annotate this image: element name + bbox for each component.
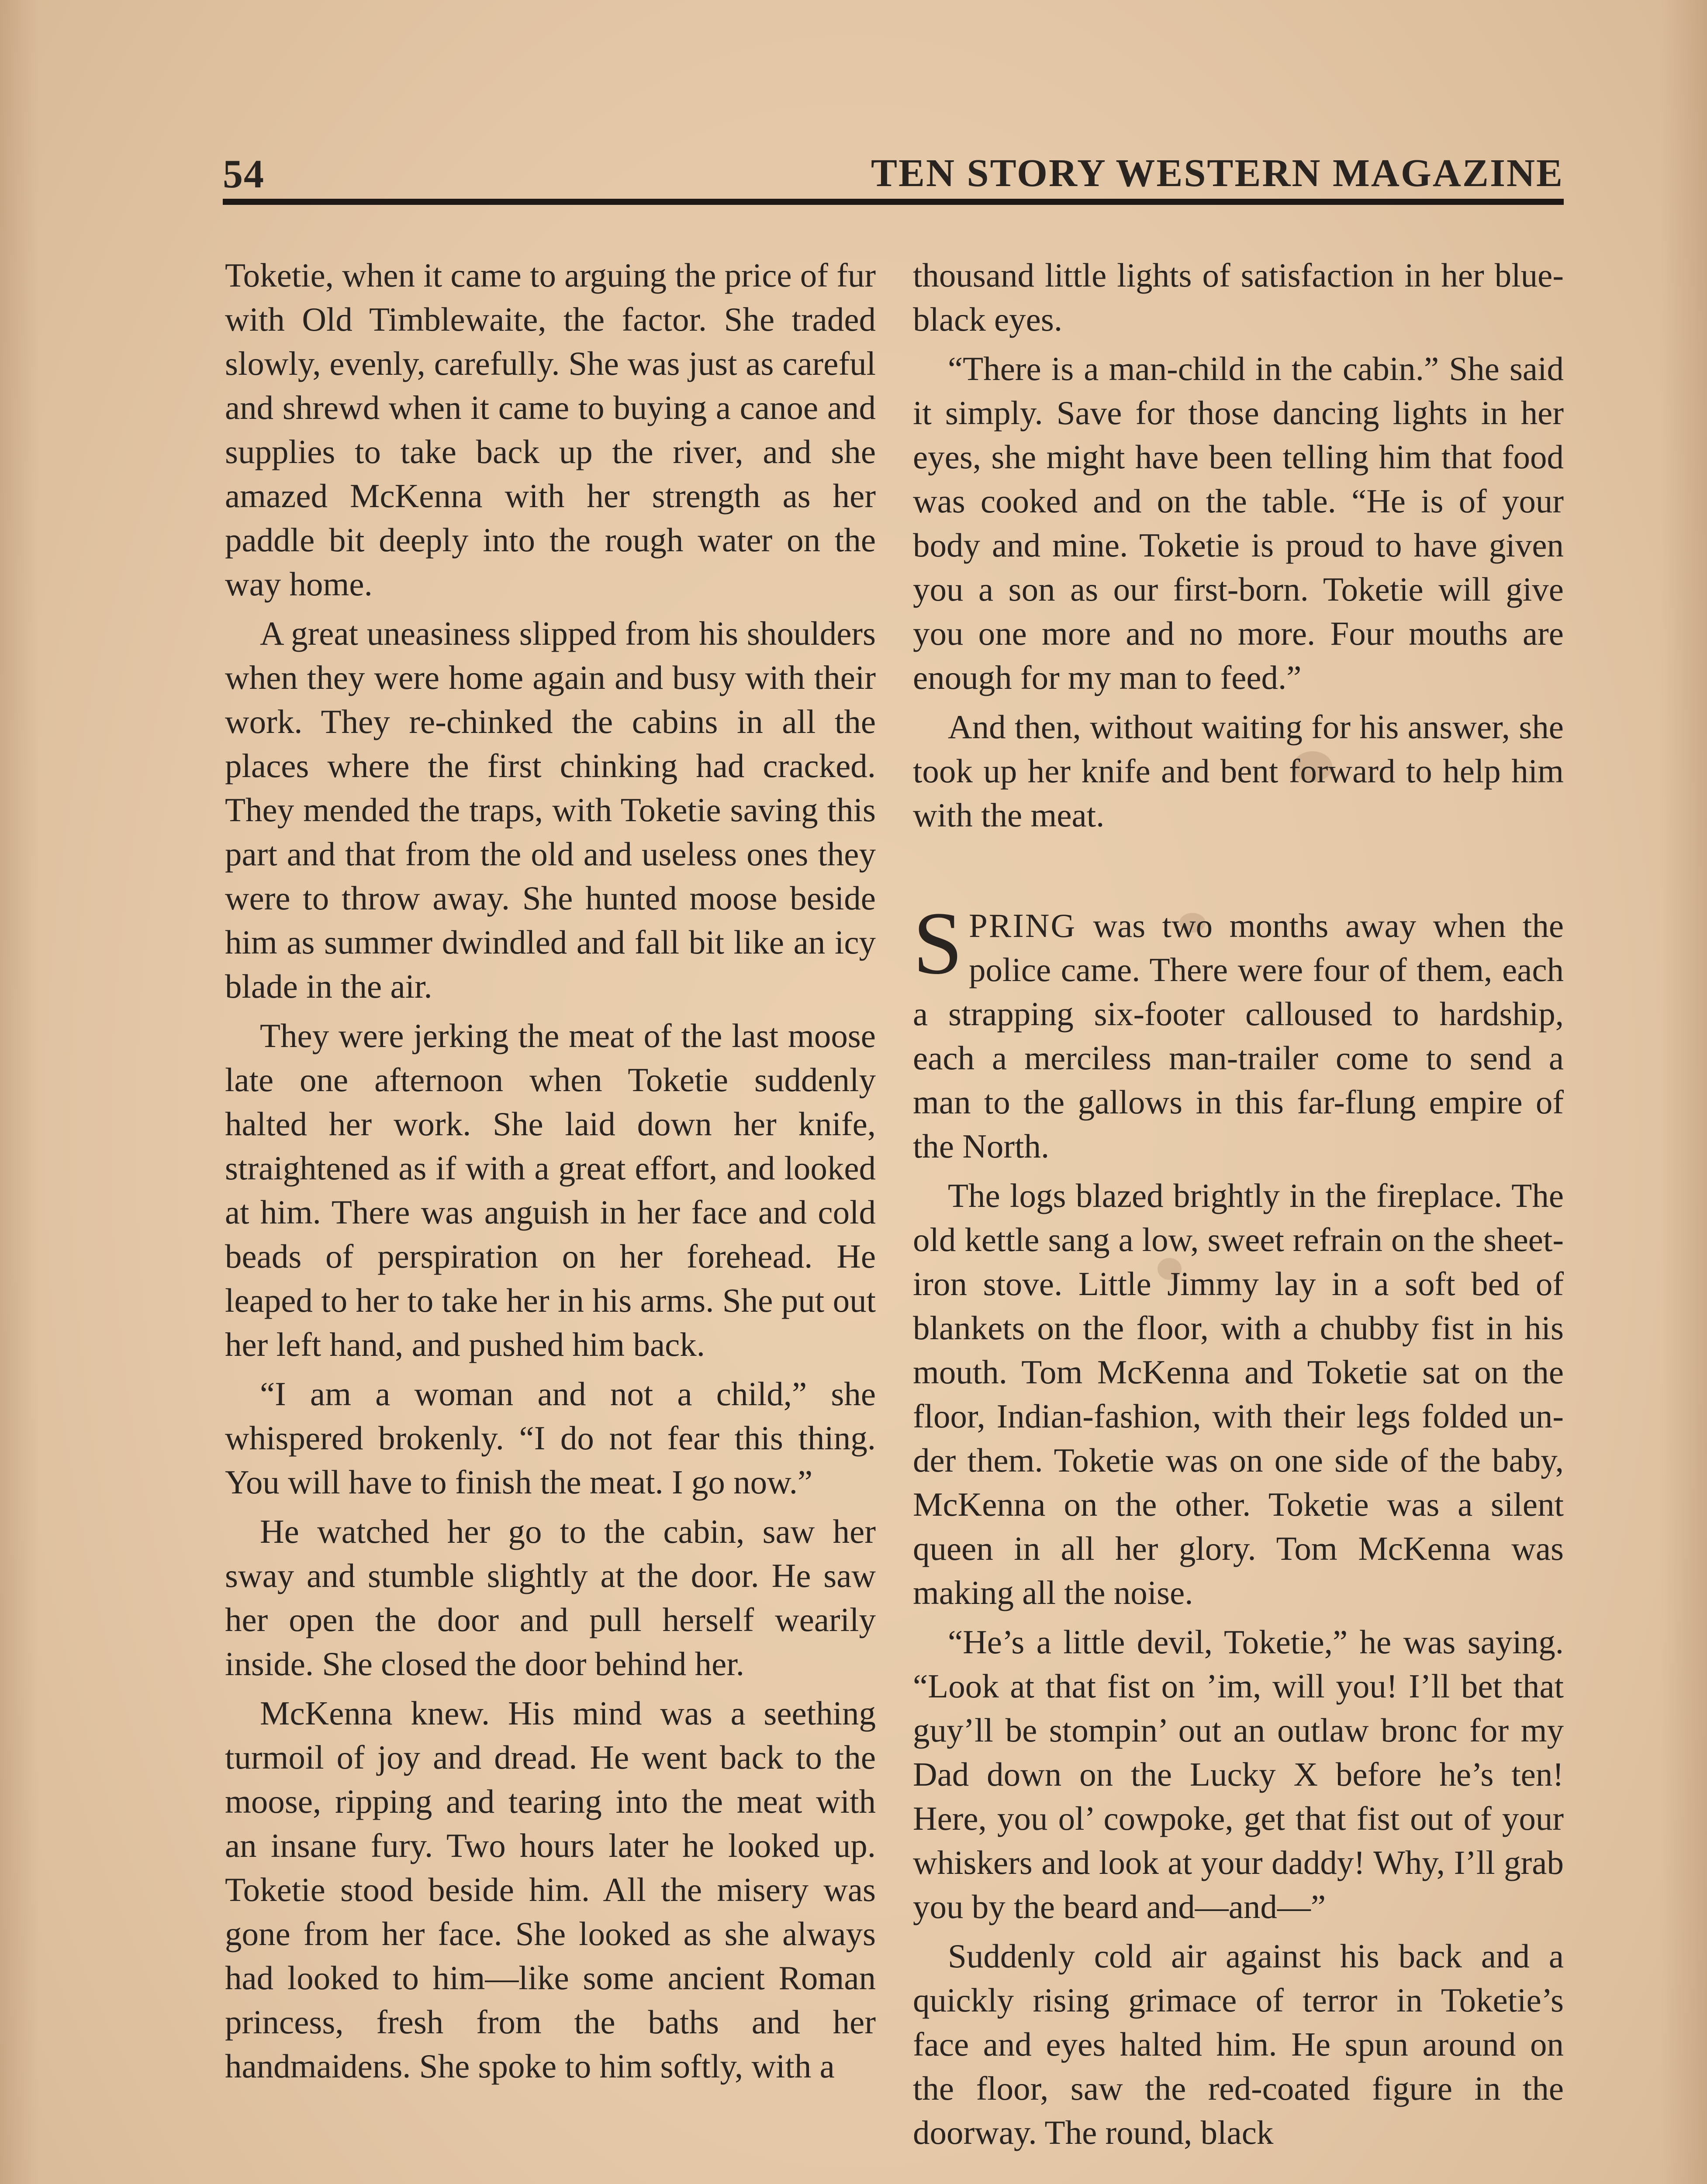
paragraph: “He’s a little devil, Toketie,” he was saying. “Look at that fist on ’im, will you! I’ll bet that guy’ll be stompin’ out an outlaw bronc for my Dad down on the Lucky X before he’s ten! Here, you ol’ cowpoke, get that fist out of your whiskers and look at your daddy! Why, I’ll grab you by the beard and—and—” <box>913 1623 1564 1925</box>
drop-cap: S <box>913 894 963 993</box>
paragraph: He watched her go to the cabin, saw her sway and stumble slightly at the door. He saw her open the door and pull herself wearily inside. She closed the door behind her. <box>225 1513 876 1683</box>
paragraph: Suddenly cold air against his back and a quickly rising grimace of terror in Toketie’s face and eyes halted him. He spun around on the floor, saw the red-coated figure in the doorway. The round, black <box>913 1937 1564 2151</box>
paragraph: McKenna knew. His mind was a seething turmoil of joy and dread. He went back to the moose, ripping and tearing into the meat with an insane fury. Two hours later he looked up. Toketie stood beside him. All the misery was gone from her face. She looked as she always had looked to him—like some ancient Roman princess, fresh from the baths and her handmaidens. She spoke to him softly, with a <box>225 1694 876 2085</box>
section-break <box>913 843 1564 904</box>
section-opening-text: was two months away when the police came. There were four of them, each a strapping six-footer calloused to hardship, each a merciless man-trailer come to send a man to the gallows in this far-flung empire of the North. <box>913 907 1564 1165</box>
paragraph: Toketie, when it came to arguing the price of fur with Old Timblewaite, the factor. She traded slowly, evenly, carefully. She was just as careful and shrewd when it came to buying a canoe and supplies to take back up the river, and she amazed McKenna with her strength as her paddle bit deeply into the rough water on the way home. <box>225 256 876 603</box>
lead-word: PRING <box>969 907 1077 944</box>
header-rule <box>223 199 1564 205</box>
paragraph: thousand little lights of satisfaction in her blue-black eyes. <box>913 256 1564 338</box>
right-column <box>913 253 1564 2160</box>
left-column <box>225 253 876 2094</box>
paragraph: And then, without waiting for his answer, she took up her knife and bent forward to help him with the meat. <box>913 708 1564 834</box>
section-opening-paragraph <box>913 894 1564 1168</box>
page-number: 54 <box>223 152 265 196</box>
paragraph: “There is a man-child in the cabin.” She said it simply. Save for those dancing lights in her eyes, she might have been telling him that food was cooked and on the table. “He is of your body and mine. Toketie is proud to have given you a son as our first-born. Toketie will give you one more and no more. Four mouths are enough for my man to feed.” <box>913 350 1564 696</box>
paragraph: “I am a woman and not a child,” she whispered brokenly. “I do not fear this thing. You will have to finish the meat. I go now.” <box>225 1375 876 1501</box>
page-header <box>223 151 1564 203</box>
paragraph: The logs blazed brightly in the fireplace. The old kettle sang a low, sweet refrain on the sheet-iron stove. Little Jimmy lay in a soft bed of blankets on the floor, with a chubby fist in his mouth. Tom McKenna and Toketie sat on the floor, Indian-fashion, with their legs folded under them. Toketie was on one side of the baby, McKenna on the other. Toketie was a silent queen in all her glory. Tom McKenna was making all the noise. <box>913 1177 1564 1611</box>
running-title: TEN STORY WESTERN MAGAZINE <box>871 152 1564 195</box>
paragraph: A great uneasiness slipped from his shoulders when they were home again and busy with their work. They re-chinked the cabins in all the places where the first chinking had cracked. They mended the traps, with Toketie saving this part and that from the old and useless ones they were to throw away. She hunted moose beside him as summer dwindled and fall bit like an icy blade in the air. <box>225 615 876 1005</box>
paragraph: They were jerking the meat of the last moose late one afternoon when Toketie suddenly halted her work. She laid down her knife, straightened as if with a great effort, and looked at him. There was anguish in her face and cold beads of perspiration on her forehead. He leaped to her to take her in his arms. She put out her left hand, and pushed him back. <box>225 1017 876 1363</box>
